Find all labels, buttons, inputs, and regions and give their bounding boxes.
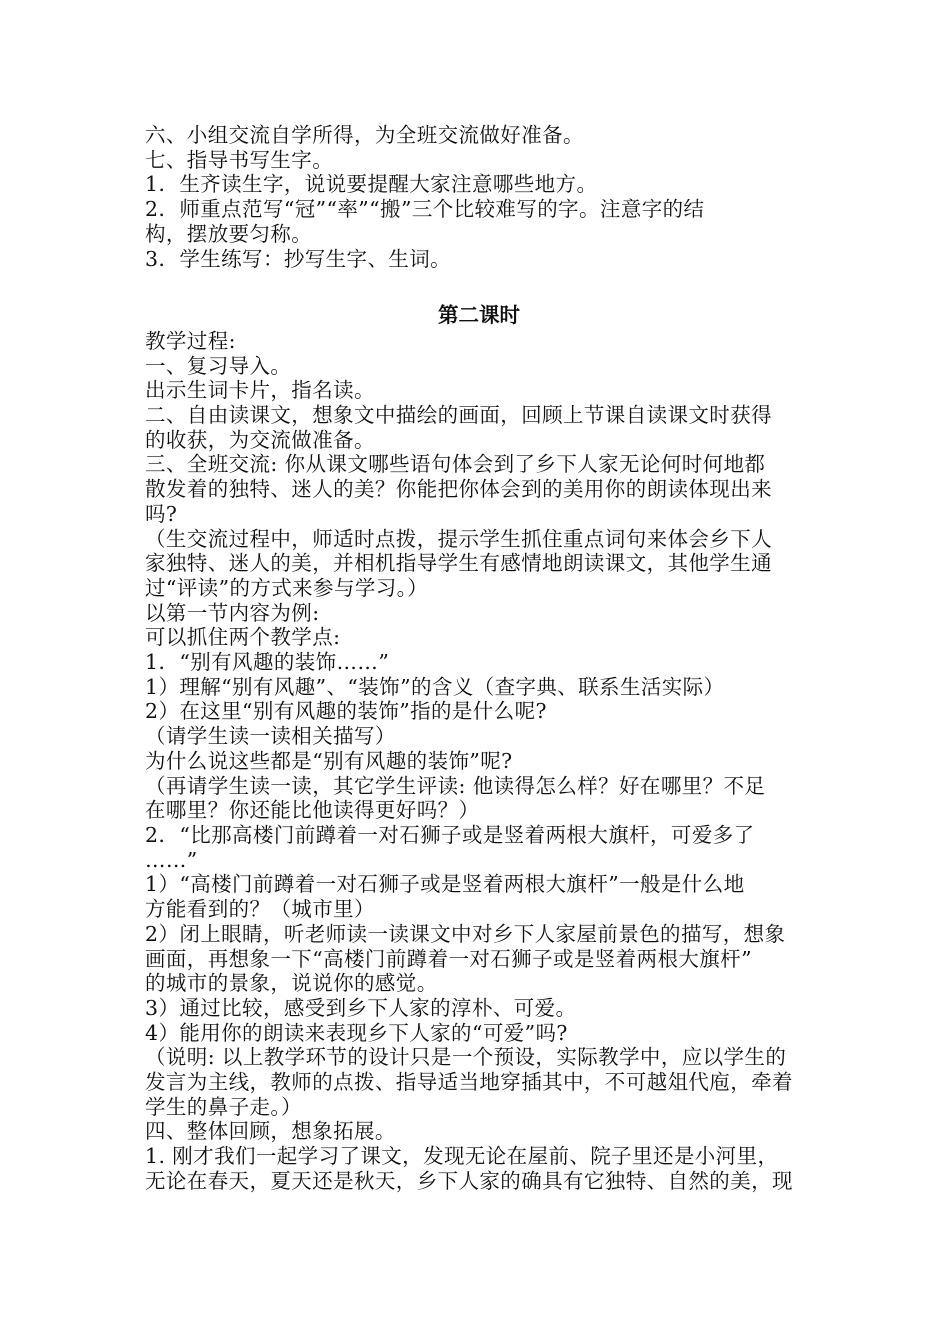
- text-line: （请学生读一读相关描写）: [145, 724, 396, 749]
- text-line: 3）通过比较，感受到乡下人家的淳朴、可爱。: [145, 995, 577, 1020]
- text-line: 的收获，为交流做准备。: [145, 427, 375, 452]
- text-line: 散发着的独特、迷人的美？你能把你体会到的美用你的朗读体现出来: [145, 477, 772, 502]
- text-line: 无论在春天，夏天还是秋天，乡下人家的确具有它独特、自然的美，现: [145, 1168, 793, 1193]
- text-line: 出示生词卡片，指名读。: [145, 378, 375, 403]
- text-line: 在哪里？你还能比他读得更好吗？）: [145, 798, 480, 823]
- text-line: 1）“高楼门前蹲着一对石狮子或是竖着两根大旗杆”一般是什么地: [145, 872, 745, 897]
- text-line: 教学过程:: [145, 328, 236, 353]
- text-line: （生交流过程中，师适时点拨，提示学生抓住重点词句来体会乡下人: [145, 526, 772, 551]
- text-line: 学生的鼻子走。）: [145, 1094, 302, 1119]
- text-line: 4）能用你的朗读来表现乡下人家的“可爱”吗?: [145, 1020, 568, 1045]
- text-line: 的城市的景象，说说你的感觉。: [145, 971, 438, 996]
- text-line: 七、指导书写生字。: [145, 147, 334, 172]
- text-line: 六、小组交流自学所得，为全班交流做好准备。: [145, 123, 584, 147]
- text-line: 发言为主线，教师的点拨、指导适当地穿插其中，不可越俎代庖，牵着: [145, 1070, 793, 1095]
- text-line: 以第一节内容为例:: [145, 600, 320, 625]
- text-line: （再请学生读一读，其它学生评读: 他读得怎么样？好在哪里？不足: [145, 773, 766, 798]
- text-line: 为什么说这些都是“别有风趣的装饰”呢?: [145, 748, 513, 773]
- text-line: 1. 刚才我们一起学习了课文，发现无论在屋前、院子里还是小河里，: [145, 1144, 779, 1169]
- text-line: 1）理解“别有风趣”、“装饰”的含义（查字典、联系生活实际）: [145, 674, 725, 699]
- text-line: 2．“比那高楼门前蹲着一对石狮子或是竖着两根大旗杆，可爱多了: [145, 822, 755, 847]
- text-line: 吗?: [145, 501, 178, 526]
- text-line: 三、全班交流: 你从课文哪些语句体会到了乡下人家无论何时何地都: [145, 452, 766, 477]
- text-line: 过“评读”的方式来参与学习。）: [145, 575, 429, 600]
- text-line: 构，摆放要匀称。: [145, 221, 313, 246]
- text-line: 3．学生练写：抄写生字、生词。: [145, 246, 452, 271]
- section-heading: 第二课时: [438, 303, 520, 328]
- text-line: 一、复习导入。: [145, 353, 292, 378]
- text-line: 四、整体回顾，想象拓展。: [145, 1119, 396, 1144]
- text-line: ……”: [145, 847, 198, 872]
- text-line: 方能看到的？（城市里）: [145, 897, 375, 922]
- text-line: 2．师重点范写“冠”“率”“搬”三个比较难写的字。注意字的结: [145, 197, 705, 222]
- text-line: 1．“别有风趣的装饰……”: [145, 650, 390, 675]
- text-line: 2）闭上眼睛，听老师读一读课文中对乡下人家屋前景色的描写，想象: [145, 921, 786, 946]
- text-line: 二、自由读课文，想象文中描绘的画面，回顾上节课自读课文时获得: [145, 403, 772, 428]
- section-second-lesson: [145, 329, 813, 1194]
- text-line: （说明: 以上教学环节的设计只是一个预设，实际教学中，应以学生的: [145, 1045, 787, 1070]
- text-line: 2）在这里“别有风趣的装饰”指的是什么呢?: [145, 699, 547, 724]
- document-page: [145, 123, 813, 1194]
- text-line: 可以抓住两个教学点:: [145, 625, 341, 650]
- text-line: 画面，再想象一下“高楼门前蹲着一对石狮子或是竖着两根大旗杆”: [145, 946, 752, 971]
- text-line: 1．生齐读生字，说说要提醒大家注意哪些地方。: [145, 172, 598, 197]
- text-line: 家独特、迷人的美，并相机指导学生有感情地朗读课文，其他学生通: [145, 551, 772, 576]
- section-first-lesson-end: [145, 123, 813, 271]
